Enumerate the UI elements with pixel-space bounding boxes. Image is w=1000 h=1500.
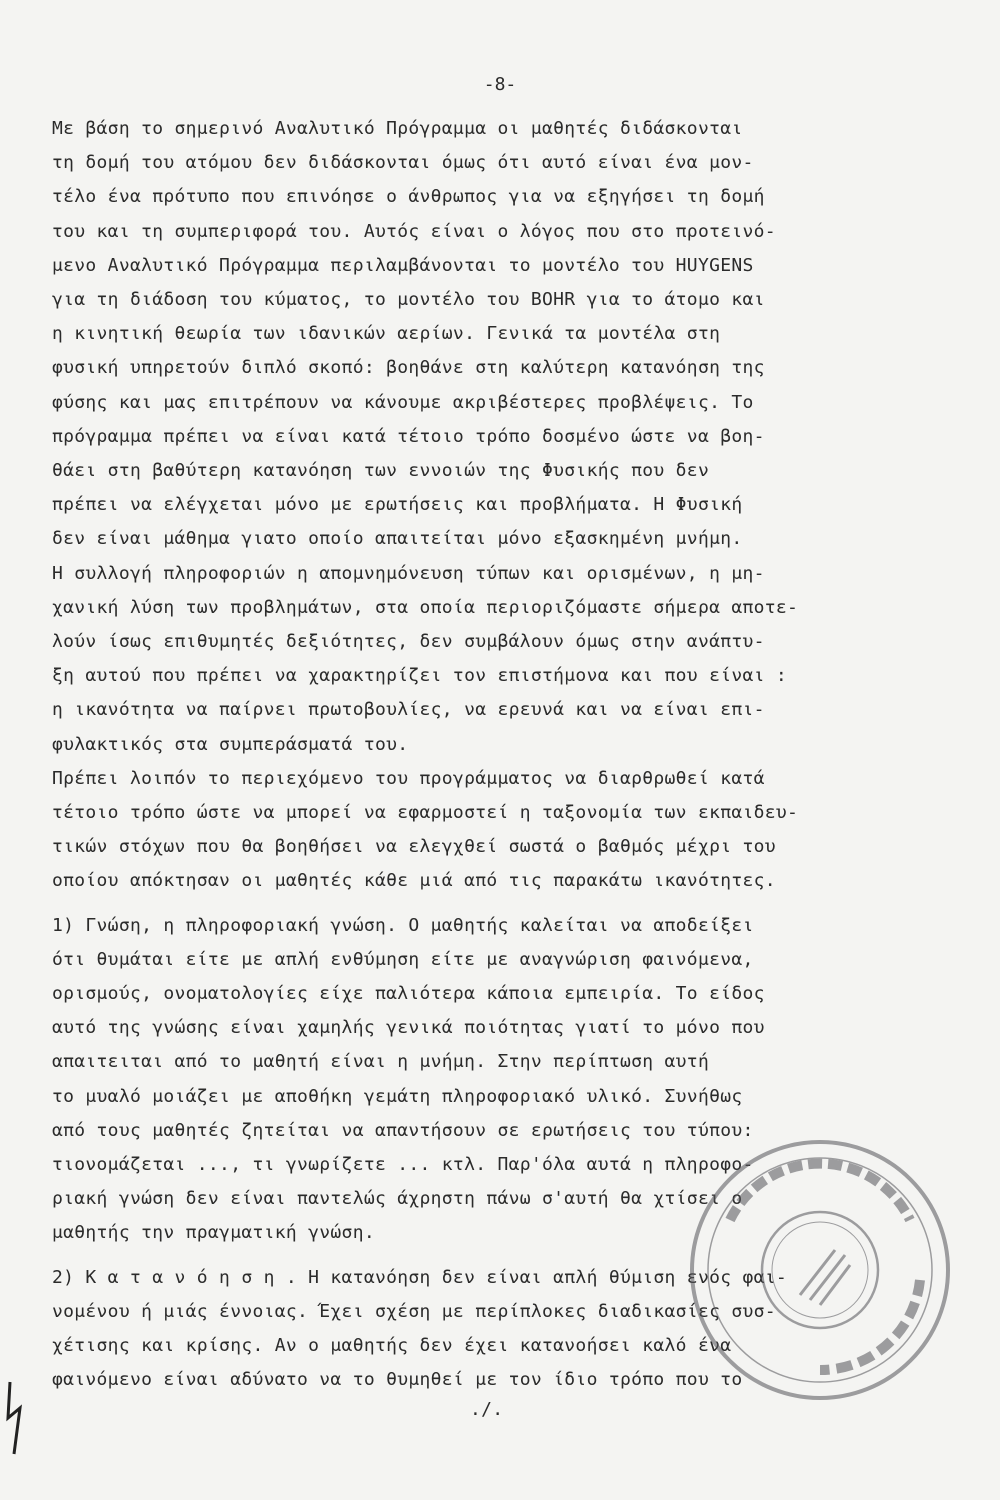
text-line: λούν ίσως επιθυμητές δεξιότητες, δεν συμβάλουν όμως στην ανάπτυ- <box>52 631 765 652</box>
text-line: τέτοιο τρόπο ώστε να μπορεί να εφαρμοστεί η ταξονομία των εκπαιδευ- <box>52 802 799 823</box>
text-line: πρέπει να ελέγχεται μόνο με ερωτήσεις και προβλήματα. Η Φυσική <box>52 494 743 516</box>
text-line: το μυαλό μοιάζει με αποθήκη γεμάτη πληροφοριακό υλικό. Συνήθως <box>52 1085 743 1107</box>
text-line: χέτισης και κρίσης. Αν ο μαθητής δεν έχει κατανοήσει καλό ένα <box>52 1335 732 1356</box>
text-line: του και τη συμπεριφορά του. Αυτός είναι ο λόγος που στο προτεινό- <box>52 220 776 242</box>
text-line: μενο Αναλυτικό Πρόγραμμα περιλαμβάνονται το μοντέλο του HUYGENS <box>52 254 754 276</box>
text-line: φαινόμενο είναι αδύνατο να το θυμηθεί με τον ίδιο τρόπο που το <box>52 1369 743 1391</box>
text-line: ότι θυμάται είτε με απλή ενθύμηση είτε με αναγνώριση φαινόμενα, <box>52 948 754 970</box>
text-line: φυλακτικός στα συμπεράσματά του. <box>52 733 409 755</box>
text-line: τιονομάζεται ..., τι γνωρίζετε ... κτλ. Παρ'όλα αυτά η πληροφο- <box>52 1154 754 1175</box>
text-line: φυσική υπηρετούν διπλό σκοπό: βοηθάνε στη καλύτερη κατανόηση της <box>52 357 765 379</box>
text-line: η ικανότητα να παίρνει πρωτοβουλίες, να ερευνά και να είναι επι- <box>52 699 765 721</box>
text-line: φύσης και μας επιτρέπουν να κάνουμε ακριβέστερες προβλέψεις. Το <box>52 391 754 413</box>
text-line: τέλο ένα πρότυπο που επινόησε ο άνθρωπος για να εξηγήσει τη δομή <box>52 186 765 208</box>
text-line: Με βάση το σημερινό Αναλυτικό Πρόγραμμα οι μαθητές διδάσκονται <box>52 118 743 139</box>
text-line: ριακή γνώση δεν είναι παντελώς άχρηστη πάνω σ'αυτή θα χτίσει ο <box>52 1188 743 1210</box>
text-line: 1) Γνώση, η πληροφοριακή γνώση. Ο μαθητής καλείται να αποδείξει <box>52 914 754 936</box>
text-line: οποίου απόκτησαν οι μαθητές κάθε μιά από τις παρακάτω ικανότητες. <box>52 870 776 892</box>
text-line: ορισμούς, ονοματολογίες είχε παλιότερα κάποια εμπειρία. Το είδος <box>52 983 765 1004</box>
text-line: δεν είναι μάθημα γιατο οποίο απαιτείται μόνο εξασκημένη μνήμη. <box>52 528 743 550</box>
text-line: νομένου ή μιάς έννοιας. Έχει σχέση με περίπλοκες διαδικασίες συσ- <box>52 1300 776 1322</box>
text-line: τικών στόχων που θα βοηθήσει να ελεγχθεί σωστά ο βαθμός μέχρι του <box>52 836 776 858</box>
text-line: μαθητής την πραγματική γνώση. <box>52 1222 375 1244</box>
text-line: η κινητική θεωρία των ιδανικών αερίων. Γενικά τα μοντέλα στη <box>52 323 721 345</box>
stamp-icon <box>670 1120 970 1420</box>
text-line: τη δομή του ατόμου δεν διδάσκονται όμως ότι αυτό είναι ένα μον- <box>52 152 754 174</box>
page-number: -8- <box>483 74 517 95</box>
text-line: από τους μαθητές ζητείται να απαντήσουν σε ερωτήσεις του τύπου: <box>52 1119 754 1141</box>
text-line: απαιτειται από το μαθητή είναι η μνήμη. Στην περίπτωση αυτή <box>52 1051 710 1073</box>
text-line: 2) Κ α τ α ν ό η σ η . Η κατανόηση δεν είναι απλή θύμιση ενός φαι- <box>52 1266 788 1288</box>
text-line: αυτό της γνώσης είναι χαμηλής γενικά ποιότητας γιατί το μόνο που <box>52 1017 765 1039</box>
text-line: πρόγραμμα πρέπει να είναι κατά τέτοιο τρόπο δοσμένο ώστε να βοη- <box>52 425 765 447</box>
text-line: χανική λύση των προβλημάτων, στα οποία περιοριζόμαστε σήμερα αποτε- <box>52 596 799 618</box>
text-line: ./. <box>470 1399 504 1421</box>
text-line: Η συλλογή πληροφοριών η απομνημόνευση τύπων και ορισμένων, η μη- <box>52 562 765 584</box>
text-line: ξη αυτού που πρέπει να χαρακτηρίζει τον επιστήμονα και που είναι : <box>52 665 788 687</box>
text-line: θάει στη βαθύτερη κατανόηση των εννοιών της Φυσικής που δεν <box>52 460 710 481</box>
text-line: για τη διάδοση του κύματος, το μοντέλο του BOHR για το άτομο και <box>52 289 765 310</box>
margin-mark-icon <box>2 1378 28 1458</box>
text-line: Πρέπει λοιπόν το περιεχόμενο του προγράμματος να διαρθρωθεί κατά <box>52 767 765 789</box>
